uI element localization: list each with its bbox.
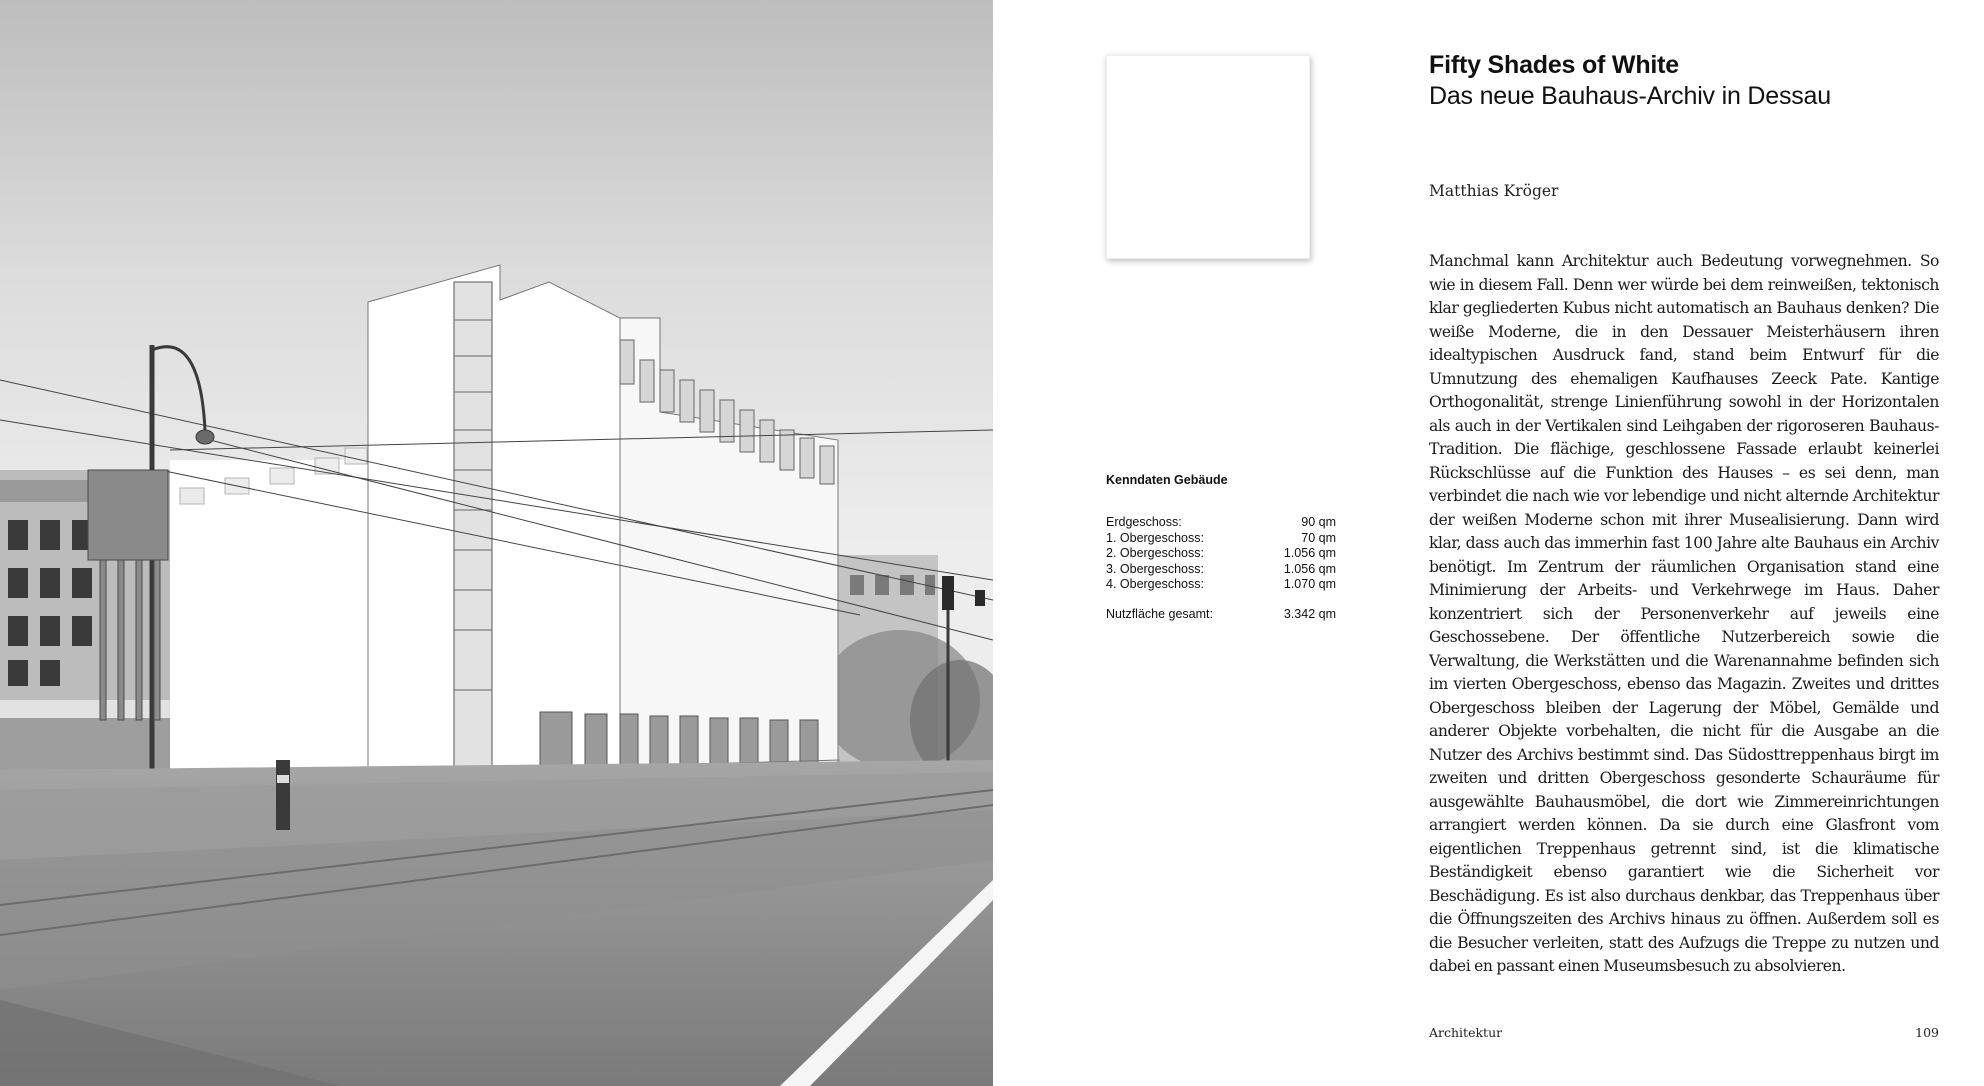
fact-total-value: 3.342 qm [1283, 606, 1336, 621]
fact-label: 2. Obergeschoss: [1106, 546, 1204, 560]
page-number: 109 [1915, 1025, 1939, 1040]
fact-total-label: Nutzfläche gesamt: [1106, 606, 1213, 621]
fact-label: Erdgeschoss: [1106, 515, 1182, 529]
fact-value: 1.070 qm [1283, 577, 1336, 591]
fact-row [1106, 546, 1336, 562]
fact-total-row [1106, 607, 1336, 623]
fact-value: 90 qm [1301, 515, 1336, 529]
article-body: Manchmal kann Architektur auch Bedeutung vorwegnehmen. So wie in diesem Fall. Denn wer würde bei dem reinweißen, tektonisch klar gegliederten Kubus nicht automatisch an Bauhaus denken? Die weiße Moderne, die in den Dessauer Meisterhäusern ihren idealtypischen Ausdruck fand, stand beim Entwurf für die Umnutzung des ehemaligen Kaufhauses Zeeck Pate. Kantige Orthogonalität, strenge Linienführung sowohl in der Horizontalen als auch in der Vertikalen sind Leihgaben der rigoroseren Bauhaus-Tradition. Die flächige, geschlossene Fassade erlaubt keinerlei Rückschlüsse auf die Funktion des Hauses – es sei denn, man verbindet die nach wie vor lebendige und nicht alternde Architektur der weißen Moderne schon mit ihrer Musealisierung. Dann wird klar, dass auch das immerhin fast 100 Jahre alte Bauhaus ein Archiv benötigt. Im Zentrum der räumlichen Organisation stand eine Minimierung der Arbeits- und Verkehrwege im Haus. Daher konzentriert sich der Personenverkehr auf jeweils eine Geschossebene. Der öffentliche Nutzerbereich sowie die Verwaltung, die Werkstätten und die Warenannahme befinden sich im vierten Obergeschoss, ebenso das Magazin. Zweites und drittes Obergeschoss bleiben der Lagerung der Möbel, Gemälde und anderer Objekte vorbehalten, die nicht für die Ausgabe an die Nutzer des Archivs bestimmt sind. Das Südosttreppenhaus birgt im zweiten und dritten Obergeschoss gesonderte Schauräume für ausgewählte Bauhausmöbel, die dort wie Zimmereinrichtungen arrangiert werden können. Da sie durch eine Glasfront vom eigentlichen Treppenhaus getrennt sind, ist die klimatische Beständigkeit ebenso garantiert wie die Sicherheit vor Beschädigung. Es ist also durchaus denkbar, das Treppenhaus über die Öffnungszeiten des Archivs hinaus zu öffnen. Außerdem soll es die Besucher verleiten, statt des Aufzugs die Treppe zu nutzen und dabei en passant einen Museumsbesuch zu absolvieren. [1429, 252, 1939, 975]
fact-row [1106, 531, 1336, 547]
building-facts-box [1106, 473, 1336, 622]
fact-label: 1. Obergeschoss: [1106, 530, 1204, 545]
text-page [993, 0, 1984, 1086]
fact-row [1106, 577, 1336, 593]
facts-title: Kenndaten Gebäude [1106, 473, 1228, 487]
fact-label: 4. Obergeschoss: [1106, 577, 1204, 591]
bollard [276, 760, 290, 830]
article-author: Matthias Kröger [1429, 182, 1559, 200]
footer-section-name: Architektur [1429, 1025, 1503, 1040]
placeholder-image-frame [1106, 55, 1310, 259]
fact-row [1106, 562, 1336, 578]
article-subtitle: Das neue Bauhaus-Archiv in Dessau [1429, 82, 1831, 110]
fact-value: 70 qm [1301, 530, 1336, 545]
fact-label: 3. Obergeschoss: [1106, 561, 1204, 576]
fact-row [1106, 515, 1336, 531]
fact-value: 1.056 qm [1283, 561, 1336, 576]
fact-value: 1.056 qm [1283, 546, 1336, 560]
article-title: Fifty Shades of White [1429, 51, 1679, 79]
